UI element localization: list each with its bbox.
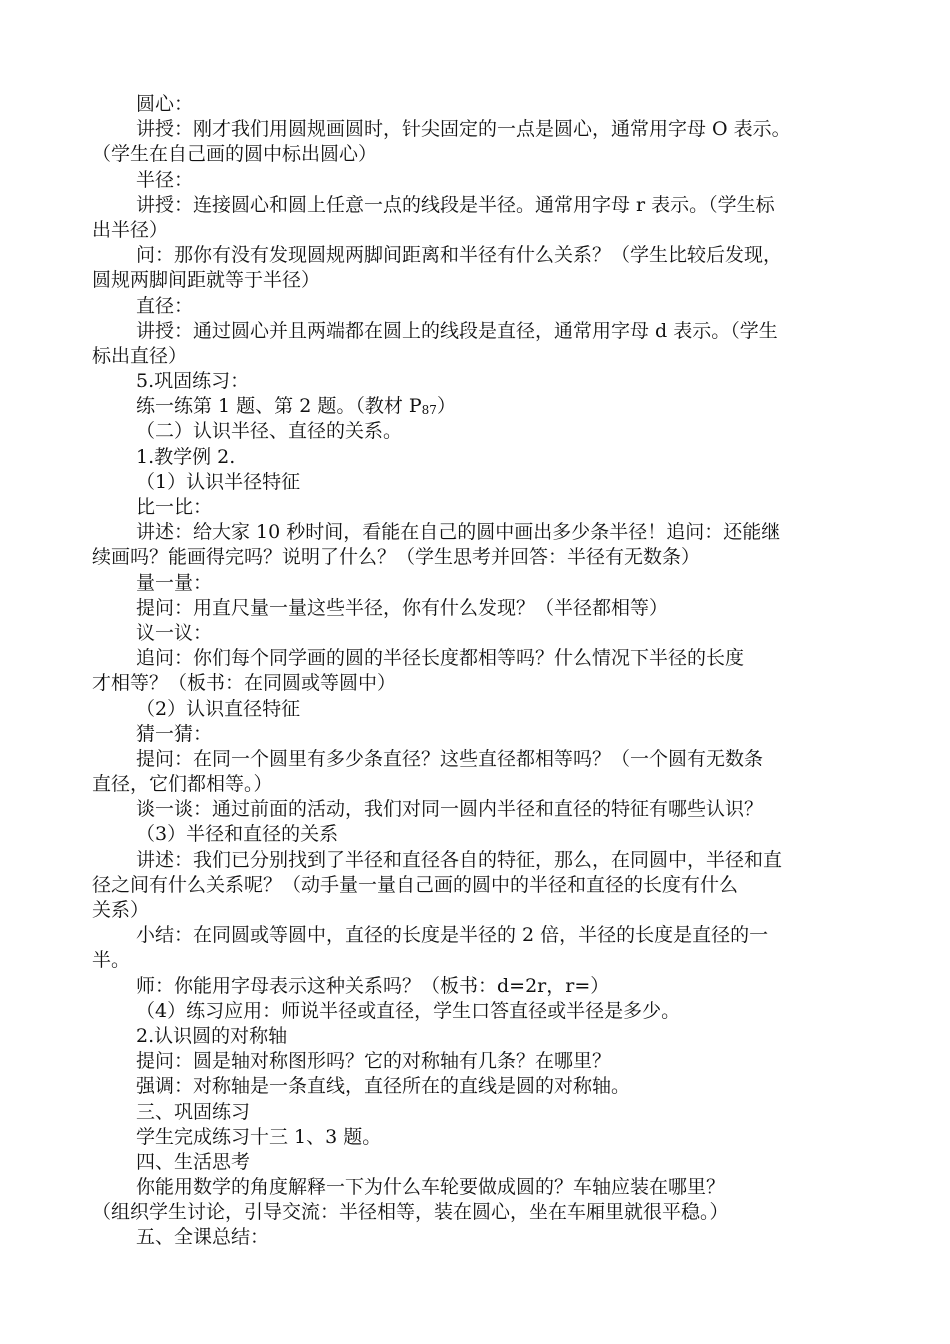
- line-text: 猜一猜：: [136, 722, 213, 745]
- text-line: [92, 1175, 868, 1200]
- line-text: 你能用数学的角度解释一下为什么车轮要做成圆的？车轴应装在哪里？: [136, 1176, 726, 1199]
- text-line: [92, 999, 868, 1024]
- text-line: [92, 1125, 868, 1150]
- text-line: [92, 268, 868, 293]
- line-text: 直径，它们都相等。）: [92, 773, 273, 796]
- line-text: 讲授：通过圆心并且两端都在圆上的线段是直径，通常用字母 d 表示。（学生: [136, 319, 778, 342]
- line-text: （4）练习应用：师说半径或直径，学生口答直径或半径是多少。: [136, 999, 681, 1022]
- subscript-text: 87: [421, 403, 437, 418]
- text-line: [92, 470, 868, 495]
- line-text: 问：那你有没有发现圆规两脚间距离和半径有什么关系？（学生比较后发现，: [136, 244, 783, 267]
- text-line: [92, 747, 868, 772]
- line-text: 2.认识圆的对称轴: [136, 1024, 288, 1047]
- text-line: [92, 1074, 868, 1099]
- text-line: [92, 671, 868, 696]
- line-text: 讲授：连接圆心和圆上任意一点的线段是半径。通常用字母 r 表示。（学生标: [136, 193, 775, 216]
- line-text: 讲授：刚才我们用圆规画圆时，针尖固定的一点是圆心，通常用字母 O 表示。: [136, 118, 791, 141]
- text-line: [92, 621, 868, 646]
- line-text: 五、全课总结：: [136, 1226, 270, 1249]
- text-line: [92, 168, 868, 193]
- text-line: [92, 923, 868, 948]
- line-text: 直径：: [136, 294, 194, 317]
- text-line: [92, 822, 868, 847]
- line-text: 追问：你们每个同学画的圆的半径长度都相等吗？什么情况下半径的长度: [136, 647, 745, 670]
- line-text: 四、生活思考: [136, 1150, 251, 1173]
- text-line: [92, 948, 868, 973]
- line-text: 提问：用直尺量一量这些半径，你有什么发现？（半径都相等）: [136, 596, 669, 619]
- text-line: [92, 294, 868, 319]
- line-text: 量一量：: [136, 571, 213, 594]
- text-line: [92, 193, 868, 218]
- text-line: [92, 344, 868, 369]
- line-text-tail: ）: [436, 395, 456, 418]
- text-line: [92, 243, 868, 268]
- text-line: [92, 419, 868, 444]
- line-text: 半。: [92, 949, 131, 972]
- text-line: [92, 394, 868, 419]
- text-line: [92, 848, 868, 873]
- line-text: 议一议：: [136, 621, 213, 644]
- text-line: [92, 545, 868, 570]
- line-text: 5.巩固练习：: [136, 370, 250, 393]
- text-line: [92, 319, 868, 344]
- text-line: [92, 117, 868, 142]
- line-text: 讲述：给大家 10 秒时间，看能在自己的圆中画出多少条半径！追问：还能继: [136, 521, 781, 544]
- line-text: 圆心：: [136, 93, 194, 115]
- text-line: [92, 445, 868, 470]
- line-text: 提问：圆是轴对称图形吗？它的对称轴有几条？在哪里？: [136, 1050, 612, 1073]
- text-line: [92, 218, 868, 243]
- text-line: [92, 1200, 868, 1225]
- line-text: 1.教学例 2.: [136, 445, 236, 468]
- text-line: [92, 92, 868, 117]
- line-text: 小结：在同圆或等圆中，直径的长度是半径的 2 倍，半径的长度是直径的一: [136, 924, 769, 947]
- text-line: [92, 898, 868, 923]
- text-line: [92, 873, 868, 898]
- line-text: 师：你能用字母表示这种关系吗？（板书：d=2r，r=）: [136, 974, 610, 997]
- line-text: （2）认识直径特征: [136, 697, 301, 720]
- line-text: 续画吗？能画得完吗？说明了什么？（学生思考并回答：半径有无数条）: [92, 546, 701, 569]
- text-line: [92, 369, 868, 394]
- text-line: [92, 142, 868, 167]
- text-line: [92, 646, 868, 671]
- line-text: 比一比：: [136, 496, 213, 518]
- line-text: （3）半径和直径的关系: [136, 823, 339, 846]
- line-text: 出半径）: [92, 218, 169, 241]
- line-text: 讲述：我们已分别找到了半径和直径各自的特征，那么，在同圆中，半径和直: [136, 848, 783, 871]
- line-text: 半径：: [136, 168, 194, 191]
- text-line: [92, 772, 868, 797]
- line-text: 练一练第 1 题、第 2 题。（教材 P: [136, 395, 422, 418]
- text-line: [92, 1225, 868, 1250]
- line-text: 谈一谈：通过前面的活动，我们对同一圆内半径和直径的特征有哪些认识？: [136, 798, 764, 821]
- text-line: [92, 797, 868, 822]
- line-text: 才相等？（板书：在同圆或等圆中）: [92, 672, 397, 695]
- line-text: （1）认识半径特征: [136, 470, 301, 493]
- text-line: [92, 974, 868, 999]
- text-line: [92, 495, 868, 520]
- line-text: 学生完成练习十三 1、3 题。: [136, 1125, 382, 1148]
- line-text: 圆规两脚间距就等于半径）: [92, 269, 321, 292]
- line-text: 标出直径）: [92, 344, 188, 367]
- text-line: [92, 520, 868, 545]
- line-text: （学生在自己画的圆中标出圆心）: [92, 143, 378, 166]
- text-line: [92, 1024, 868, 1049]
- text-line: [92, 722, 868, 747]
- text-line: [92, 1049, 868, 1074]
- text-line: [92, 697, 868, 722]
- line-text: 三、巩固练习: [136, 1100, 251, 1123]
- line-text: 提问：在同一个圆里有多少条直径？这些直径都相等吗？（一个圆有无数条: [136, 747, 764, 770]
- text-line: [92, 596, 868, 621]
- line-text: 径之间有什么关系呢？（动手量一量自己画的圆中的半径和直径的长度有什么: [92, 873, 739, 896]
- line-text: 关系）: [92, 899, 150, 921]
- text-line: [92, 571, 868, 596]
- line-text: 强调：对称轴是一条直线，直径所在的直线是圆的对称轴。: [136, 1075, 631, 1098]
- line-text: （二）认识半径、直径的关系。: [136, 420, 403, 443]
- text-line: [92, 1100, 868, 1125]
- text-line: [92, 1150, 868, 1175]
- line-text: （组织学生讨论，引导交流：半径相等，装在圆心，坐在车厢里就很平稳。）: [92, 1201, 729, 1224]
